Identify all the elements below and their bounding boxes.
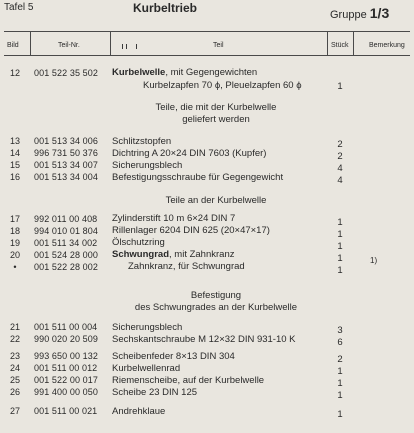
- part-number: 993 650 00 132: [34, 351, 98, 361]
- col-tick: [122, 44, 123, 49]
- part-number: 996 731 50 376: [34, 148, 98, 158]
- part-number: 001 511 00 004: [34, 322, 98, 332]
- quantity: 1: [337, 390, 343, 401]
- part-number: 001 513 34 007: [34, 160, 98, 170]
- part-description: [112, 249, 234, 260]
- row-number: 18: [9, 226, 20, 236]
- row-number: 27: [9, 406, 20, 416]
- row-number: 13: [9, 136, 20, 146]
- quantity: 1: [337, 409, 343, 420]
- quantity: 1: [337, 217, 343, 228]
- remark-footnote: 1): [370, 256, 378, 265]
- quantity: 1: [337, 241, 343, 252]
- row-number: 23: [9, 351, 20, 361]
- part-number: 001 513 34 004: [34, 172, 98, 182]
- part-number: 001 522 00 017: [34, 375, 98, 385]
- table-top-rule: [4, 31, 410, 32]
- row-number: 14: [9, 148, 20, 158]
- part-description: Kurbelwellenrad: [112, 363, 181, 374]
- part-name-rest: , mit Zahnkranz: [169, 249, 235, 260]
- row-number: 12: [9, 68, 20, 78]
- section-heading-line2: des Schwungrades an der Kurbelwelle: [134, 302, 298, 313]
- col-divider: [327, 31, 328, 55]
- part-description: Schlitzstopfen: [112, 136, 172, 147]
- row-number: 25: [9, 375, 20, 385]
- part-number: 001 513 34 006: [34, 136, 98, 146]
- part-number: 990 020 20 509: [34, 334, 98, 344]
- section-heading: Teile an der Kurbelwelle: [165, 195, 267, 206]
- part-description: Scheibenfeder 8×13 DIN 304: [112, 351, 235, 362]
- col-header-teil: Teil: [213, 42, 224, 49]
- table-header-rule: [4, 55, 410, 56]
- tafel-label: Tafel 5: [4, 2, 34, 13]
- part-description-line2: Kurbelzapfen 70 ϕ, Pleuelzapfen 60 ϕ: [143, 80, 302, 91]
- part-number: 994 010 01 804: [34, 226, 98, 236]
- row-number: 15: [9, 160, 20, 170]
- quantity: 1: [337, 253, 343, 264]
- page-title: Kurbeltrieb: [133, 1, 198, 15]
- col-tick: [136, 44, 137, 49]
- part-description: Riemenscheibe, auf der Kurbelwelle: [112, 375, 265, 386]
- part-number: 001 522 35 502: [34, 68, 98, 78]
- quantity: 2: [337, 151, 343, 162]
- row-number: 19: [9, 238, 20, 248]
- part-number: 991 400 00 050: [34, 387, 98, 397]
- part-description: Sicherungsblech: [112, 160, 183, 171]
- part-number: 001 511 00 012: [34, 363, 98, 373]
- quantity: 4: [337, 163, 343, 174]
- col-header-teilnr: Teil-Nr.: [58, 42, 80, 49]
- quantity: 1: [337, 81, 343, 92]
- part-name-bold: Kurbelwelle: [112, 67, 166, 78]
- col-divider: [30, 31, 31, 55]
- part-description: Rillenlager 6204 DIN 625 (20×47×17): [112, 225, 270, 236]
- row-number: 22: [9, 334, 20, 344]
- part-number: 001 524 28 000: [34, 250, 98, 260]
- part-description: Dichtring A 20×24 DIN 7603 (Kupfer): [112, 148, 267, 159]
- quantity: 6: [337, 337, 343, 348]
- gruppe-text: Gruppe: [330, 9, 367, 21]
- quantity: 3: [337, 325, 343, 336]
- row-number: 24: [9, 363, 20, 373]
- part-description: Sicherungsblech: [112, 322, 183, 333]
- gruppe-label: [330, 5, 389, 21]
- part-number: 001 511 34 002: [34, 238, 98, 248]
- gruppe-value: 1/3: [369, 5, 390, 21]
- row-number: 16: [9, 172, 20, 182]
- col-divider: [110, 31, 111, 55]
- col-tick: [126, 44, 127, 49]
- section-heading: Befestigung: [190, 290, 242, 301]
- section-heading-line2: geliefert werden: [182, 114, 250, 125]
- quantity: 4: [337, 175, 343, 186]
- quantity: 1: [337, 229, 343, 240]
- row-number: 26: [9, 387, 20, 397]
- col-header-bemerkung: Bemerkung: [369, 42, 405, 49]
- part-description: Ölschutzring: [112, 237, 165, 248]
- quantity: 1: [337, 265, 343, 276]
- col-divider: [353, 31, 354, 55]
- row-number: 20: [9, 250, 20, 260]
- quantity: 2: [337, 139, 343, 150]
- col-header-bild: Bild: [7, 42, 19, 49]
- part-name-rest: , mit Gegengewichten: [165, 67, 258, 78]
- part-description: Zylinderstift 10 m 6×24 DIN 7: [112, 213, 236, 224]
- part-description: Befestigungsschraube für Gegengewicht: [112, 172, 284, 183]
- row-number: 21: [9, 322, 20, 332]
- part-name-bold: Schwungrad: [112, 249, 170, 260]
- section-heading: Teile, die mit der Kurbelwelle: [155, 102, 277, 113]
- part-description: Sechskantschraube M 12×32 DIN 931-10 K: [112, 334, 296, 345]
- part-description: Andrehklaue: [112, 406, 166, 417]
- part-number: 992 011 00 408: [34, 214, 98, 224]
- row-number: 17: [9, 214, 20, 224]
- part-description: [112, 67, 257, 78]
- quantity: 2: [337, 354, 343, 365]
- col-header-stueck: Stück: [331, 42, 349, 49]
- part-description: Zahnkranz, für Schwungrad: [128, 261, 245, 272]
- part-number: 001 511 00 021: [34, 406, 98, 416]
- quantity: 1: [337, 366, 343, 377]
- quantity: 1: [337, 378, 343, 389]
- row-marker: •: [13, 262, 17, 272]
- part-description: Scheibe 23 DIN 125: [112, 387, 198, 398]
- part-number: 001 522 28 002: [34, 262, 98, 272]
